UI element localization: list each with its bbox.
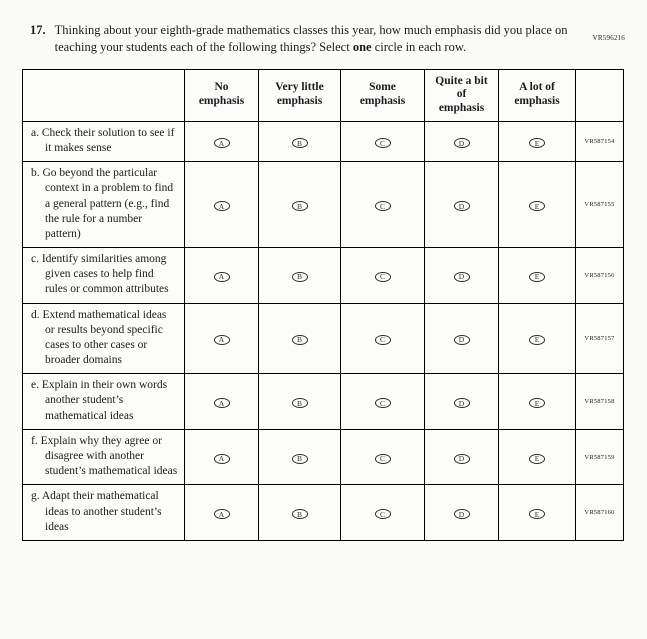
- answer-oval[interactable]: E: [529, 335, 545, 345]
- answer-oval[interactable]: D: [454, 335, 470, 345]
- answer-cell: [499, 374, 576, 430]
- question-text-start: Thinking about your eighth-grade mathematics classes this year, how much emphasis did you place on teaching your students each of the following things? Select: [54, 23, 568, 55]
- answer-oval[interactable]: B: [292, 272, 308, 282]
- answer-oval[interactable]: B: [292, 335, 308, 345]
- answer-oval[interactable]: E: [529, 138, 545, 148]
- answer-cell: [425, 303, 499, 374]
- row-code: VR587160: [576, 485, 624, 541]
- row-code: VR587156: [576, 248, 624, 304]
- answer-oval[interactable]: B: [292, 138, 308, 148]
- answer-oval[interactable]: D: [454, 201, 470, 211]
- row-label: b. Go beyond the particular context in a problem to find a general pattern (e.g., find the rule for a number pattern): [23, 162, 185, 248]
- answer-oval[interactable]: A: [214, 398, 230, 408]
- answer-cell: [185, 485, 259, 541]
- answer-oval[interactable]: D: [454, 398, 470, 408]
- answer-oval[interactable]: D: [454, 272, 470, 282]
- emphasis-table-body: [23, 121, 624, 540]
- column-header-very-little-emphasis: Very little emphasis: [259, 69, 341, 121]
- column-header-some-emphasis: Some emphasis: [341, 69, 425, 121]
- answer-oval[interactable]: B: [292, 398, 308, 408]
- question-text: [55, 22, 610, 57]
- form-code: VR596216: [592, 34, 625, 42]
- row-code: VR587158: [576, 374, 624, 430]
- table-row: [23, 429, 624, 485]
- answer-oval[interactable]: E: [529, 201, 545, 211]
- answer-oval[interactable]: A: [214, 335, 230, 345]
- answer-cell: [341, 121, 425, 161]
- answer-cell: [341, 303, 425, 374]
- answer-oval[interactable]: C: [375, 272, 391, 282]
- table-row: [23, 303, 624, 374]
- row-label: g. Adapt their mathematical ideas to another student’s ideas: [23, 485, 185, 541]
- answer-cell: [341, 429, 425, 485]
- table-row: [23, 121, 624, 161]
- answer-cell: [425, 248, 499, 304]
- answer-oval[interactable]: A: [214, 454, 230, 464]
- answer-cell: [259, 429, 341, 485]
- answer-cell: [499, 162, 576, 248]
- row-code: VR587154: [576, 121, 624, 161]
- code-column-header: [576, 69, 624, 121]
- answer-oval[interactable]: E: [529, 272, 545, 282]
- answer-oval[interactable]: C: [375, 335, 391, 345]
- answer-oval[interactable]: C: [375, 454, 391, 464]
- answer-cell: [425, 162, 499, 248]
- answer-oval[interactable]: A: [214, 509, 230, 519]
- answer-oval[interactable]: C: [375, 201, 391, 211]
- answer-oval[interactable]: A: [214, 138, 230, 148]
- answer-oval[interactable]: D: [454, 454, 470, 464]
- row-label: d. Extend mathematical ideas or results beyond specific cases to other cases or broader domains: [23, 303, 185, 374]
- table-row: [23, 485, 624, 541]
- answer-cell: [499, 429, 576, 485]
- answer-cell: [259, 485, 341, 541]
- answer-oval[interactable]: B: [292, 201, 308, 211]
- column-header-no-emphasis: No emphasis: [185, 69, 259, 121]
- answer-cell: [185, 429, 259, 485]
- answer-oval[interactable]: C: [375, 509, 391, 519]
- answer-oval[interactable]: D: [454, 138, 470, 148]
- answer-oval[interactable]: A: [214, 272, 230, 282]
- table-row: [23, 374, 624, 430]
- answer-cell: [185, 121, 259, 161]
- answer-cell: [341, 485, 425, 541]
- table-row: [23, 162, 624, 248]
- answer-cell: [341, 162, 425, 248]
- answer-oval[interactable]: A: [214, 201, 230, 211]
- answer-cell: [425, 374, 499, 430]
- column-header-quite-a-bit-of-emphasis: Quite a bit of emphasis: [425, 69, 499, 121]
- answer-cell: [341, 248, 425, 304]
- table-header: [23, 69, 624, 121]
- question-text-bold: one: [352, 40, 372, 55]
- answer-cell: [499, 303, 576, 374]
- row-label: a. Check their solution to see if it makes sense: [23, 121, 185, 161]
- row-code: VR587159: [576, 429, 624, 485]
- row-label: f. Explain why they agree or disagree with another student’s mathematical ideas: [23, 429, 185, 485]
- answer-cell: [341, 374, 425, 430]
- answer-oval[interactable]: E: [529, 398, 545, 408]
- answer-oval[interactable]: E: [529, 454, 545, 464]
- row-label: e. Explain in their own words another student’s mathematical ideas: [23, 374, 185, 430]
- answer-cell: [185, 303, 259, 374]
- row-code: VR587155: [576, 162, 624, 248]
- answer-cell: [499, 485, 576, 541]
- question-number: 17.: [30, 23, 46, 37]
- answer-oval[interactable]: C: [375, 398, 391, 408]
- answer-cell: [259, 248, 341, 304]
- table-row: [23, 248, 624, 304]
- answer-cell: [185, 248, 259, 304]
- column-header-a-lot-of-emphasis: A lot of emphasis: [499, 69, 576, 121]
- row-code: VR587157: [576, 303, 624, 374]
- question-text-end: circle in each row.: [371, 40, 467, 55]
- answer-cell: [259, 374, 341, 430]
- answer-cell: [259, 162, 341, 248]
- answer-oval[interactable]: B: [292, 454, 308, 464]
- question: [30, 22, 610, 57]
- answer-cell: [425, 429, 499, 485]
- answer-cell: [425, 121, 499, 161]
- answer-oval[interactable]: C: [375, 138, 391, 148]
- answer-oval[interactable]: B: [292, 509, 308, 519]
- answer-cell: [259, 121, 341, 161]
- answer-oval[interactable]: D: [454, 509, 470, 519]
- answer-oval[interactable]: E: [529, 509, 545, 519]
- answer-cell: [259, 303, 341, 374]
- answer-cell: [499, 121, 576, 161]
- answer-cell: [499, 248, 576, 304]
- answer-cell: [425, 485, 499, 541]
- corner-cell: [23, 69, 185, 121]
- answer-cell: [185, 162, 259, 248]
- answer-cell: [185, 374, 259, 430]
- emphasis-table: [22, 69, 624, 541]
- row-label: c. Identify similarities among given cases to help find rules or common attributes: [23, 248, 185, 304]
